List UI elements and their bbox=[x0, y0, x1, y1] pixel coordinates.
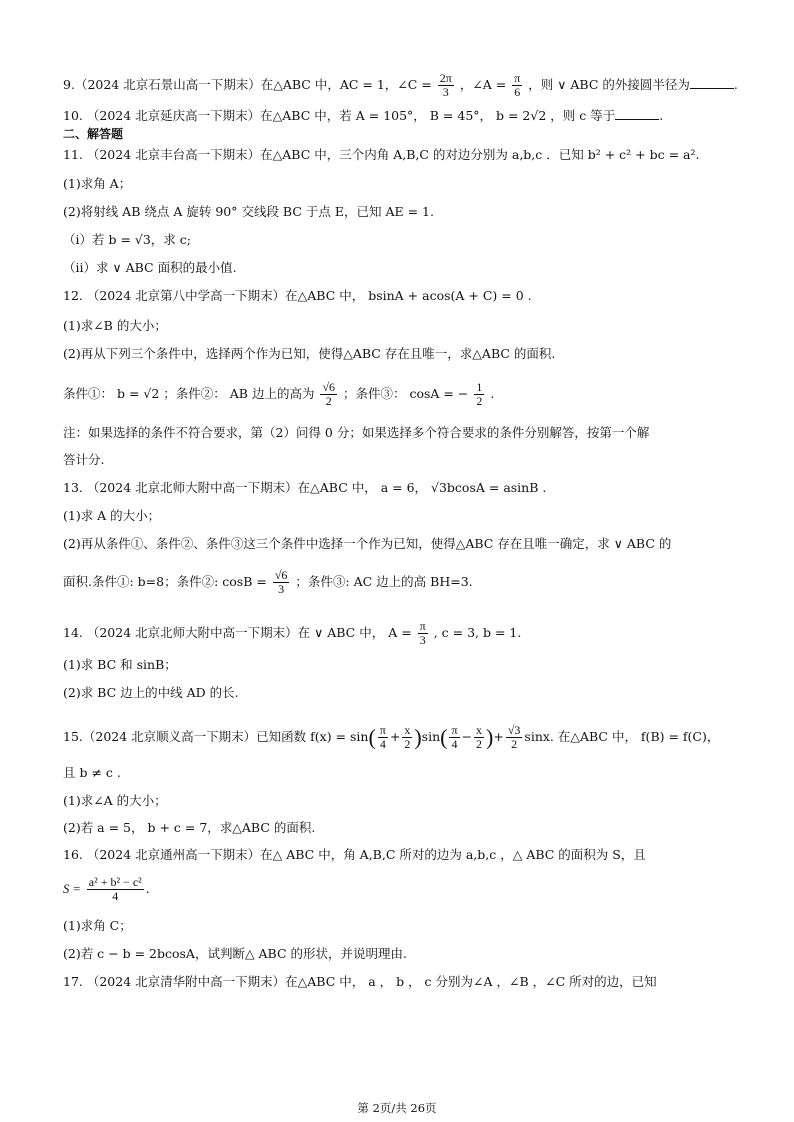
question-17-line1: 17. （2024 北京清华附中高一下期末）在△ABC 中， a ， b ， c 分别为∠A ，∠B ，∠C 所对的边，已知 bbox=[63, 974, 657, 989]
fraction: $\frac{\pi}{6}$ bbox=[514, 71, 521, 99]
question-12-line1: 12. （2024 北京第八中学高一下期末）在△ABC 中， bsinA + acos(A + C) = 0 . bbox=[63, 288, 532, 303]
question-11-line2: (1)求角 A； bbox=[63, 176, 132, 191]
page-footer: 第 2页/共 26页 bbox=[357, 1101, 437, 1115]
question-11-line5: （ii）求 ∨ ABC 面积的最小值. bbox=[63, 260, 237, 275]
fraction: $\frac{\pi}{3}$ bbox=[419, 619, 426, 647]
answer-blank[interactable] bbox=[615, 107, 659, 120]
question-11-line4: （i）若 b = √3，求 c; bbox=[63, 232, 191, 247]
fraction: $\frac{2\pi}{3}$ bbox=[439, 71, 452, 99]
question-16-line4: (2)若 c − b = 2bcosA，试判断△ ABC 的形状，并说明理由. bbox=[63, 946, 407, 961]
fraction: $\frac{\text{a² + b² − c²}}{4}$ bbox=[88, 875, 142, 903]
question-12-note-cont: 答计分. bbox=[63, 452, 105, 467]
question-14-line3: (2)求 BC 边上的中线 AD 的长. bbox=[63, 685, 239, 700]
fraction: $\frac{1}{2}$ bbox=[476, 380, 483, 408]
question-15-line3: (1)求∠A 的大小； bbox=[63, 793, 167, 808]
question-10: 10. （2024 北京延庆高一下期末）在△ABC 中，若 A = 105°， B = 45°， b = 2√2 ，则 c 等于 . bbox=[63, 108, 664, 123]
question-13-line4: 面积.条件①: b=8；条件②: cosB = $\frac{√6}{3}$ ；条件③: AC 边上的高 BH=3. bbox=[63, 568, 473, 596]
question-12-line2: (1)求∠B 的大小； bbox=[63, 318, 167, 333]
question-14-line2: (1)求 BC 和 sinB； bbox=[63, 657, 177, 672]
question-11-line3: (2)将射线 AB 绕点 A 旋转 90° 交线段 BC 于点 E，已知 AE = 1. bbox=[63, 204, 434, 219]
question-9: 9.（2024 北京石景山高一下期末）在△ABC 中，AC = 1，∠C = $\frac{2\pi}{3}$ ，∠A = $\frac{\pi}{6}$ ，则 ∨ ABC 的外接圆半径为 . bbox=[63, 71, 738, 99]
question-16-line3: (1)求角 C； bbox=[63, 918, 132, 933]
answer-blank[interactable] bbox=[690, 76, 734, 89]
question-11-line1: 11. （2024 北京丰台高一下期末）在△ABC 中，三个内角 A,B,C 的对边分别为 a,b,c ．已知 b² + c² + bc = a². bbox=[63, 147, 700, 162]
fraction: $\frac{√6}{3}$ bbox=[274, 568, 288, 596]
question-13-line3: (2)再从条件①、条件②、条件③这三个条件中选择一个作为已知，使得△ABC 存在且唯一确定，求 ∨ ABC 的 bbox=[63, 536, 672, 551]
question-14-line1: 14. （2024 北京北师大附中高一下期末）在 ∨ ABC 中， A = $\frac{\pi}{3}$ , c = 3, b = 1. bbox=[63, 619, 522, 647]
fraction: $\frac{√6}{2}$ bbox=[322, 380, 336, 408]
question-12-note: 注：如果选择的条件不符合要求，第（2）问得 0 分；如果选择多个符合要求的条件分别解答，按第一个解 bbox=[63, 425, 650, 440]
question-15-line2: 且 b ≠ c . bbox=[63, 765, 121, 780]
question-13-line2: (1)求 A 的大小； bbox=[63, 508, 161, 523]
question-13-line1: 13. （2024 北京北师大附中高一下期末）在△ABC 中， a = 6， √3bcosA = asinB . bbox=[63, 480, 547, 495]
question-12-conditions: 条件①： b = √2 ；条件②： AB 边上的高为 $\frac{√6}{2}$ ；条件③： cosA = − $\frac{1}{2}$ . bbox=[63, 380, 495, 408]
question-16-formula: S = $\frac{\text{a² + b² − c²}}{4}$ . bbox=[63, 875, 150, 903]
section-heading: 二、解答题 bbox=[63, 127, 124, 141]
question-15-line4: (2)若 a = 5， b + c = 7，求△ABC 的面积. bbox=[63, 820, 316, 835]
question-15-line1: 15.（2024 北京顺义高一下期末）已知函数 f(x) = sin( $\frac{\pi}{4}$ + $\frac{x}{2}$ )sin( $\frac{\pi}{4}$ − $\frac{x}{2}$ )+ $\frac{√3}{2}$ sinx. 在△ABC 中， f(B) = f(C)， bbox=[63, 723, 720, 751]
question-12-line3: (2)再从下列三个条件中，选择两个作为已知，使得△ABC 存在且唯一，求△ABC 的面积. bbox=[63, 346, 556, 361]
question-16-line1: 16. （2024 北京通州高一下期末）在△ ABC 中，角 A,B,C 所对的边为 a,b,c ，△ ABC 的面积为 S，且 bbox=[63, 847, 646, 862]
